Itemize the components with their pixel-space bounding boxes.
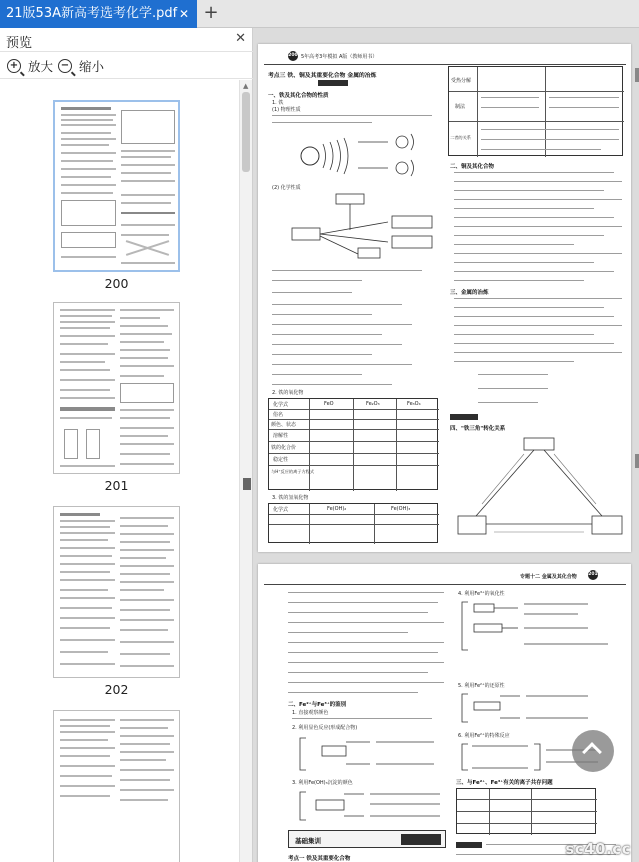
document-tab-title: 21版53A新高考选考化学.pdf <box>6 6 178 21</box>
chevron-up-icon <box>582 742 602 762</box>
zoom-out-label: 缩小 <box>79 59 105 74</box>
fe2-reducing-diagram <box>458 690 618 726</box>
sub-observe-color: 1. 直接观察颜色 <box>292 710 329 716</box>
table-header: 化学式 <box>273 507 289 513</box>
page-label-202: 202 <box>104 682 129 697</box>
sub-color-reaction: 2. 利用显色反应(形成配合物) <box>292 725 358 731</box>
table-header: 化学式 <box>273 402 289 408</box>
heading-iron-triangle: 四、"铁三角"转化关系 <box>450 426 506 432</box>
table-row-label: 颜色、状态 <box>271 422 297 428</box>
scroll-up-arrow-icon[interactable]: ▲ <box>243 82 249 90</box>
heading-copper: 二、铜及其化合物 <box>450 164 495 170</box>
close-tab-icon[interactable]: ✕ <box>178 7 189 21</box>
table-row-label: 受热分解 <box>451 78 472 84</box>
basic-training-label: 基础集训 <box>295 837 321 845</box>
sidebar-title: 预览 <box>6 36 33 51</box>
document-page-200 <box>258 44 631 552</box>
heading-ion-coexistence: 三、与Fe²⁺、Fe³⁺有关的离子共存问题 <box>456 780 553 786</box>
hydroxide-table-title: 3. 铁的氢氧化物 <box>272 495 309 501</box>
fe3-oxidizing-diagram <box>458 598 618 654</box>
page-number-badge: 201 <box>588 570 598 580</box>
ion-coexistence-table <box>456 788 596 834</box>
iron-reaction-diagram <box>288 192 438 264</box>
sub-chemical: (2) 化学性质 <box>272 185 301 191</box>
sub-fe3-oxidizing: 4. 利用Fe³⁺的氧化性 <box>458 591 505 597</box>
page-thumbnails <box>0 80 239 862</box>
table-header: Fe₃O₄ <box>407 401 421 407</box>
page-thumbnail-201[interactable] <box>53 302 180 474</box>
table-header: Fe₂O₃ <box>366 401 380 407</box>
sidebar-header <box>0 28 253 52</box>
page-thumbnail-203[interactable] <box>53 710 180 862</box>
table-row-label: 溶解性 <box>273 433 289 439</box>
section-title: 考点三 铁、铜及其重要化合物 金属的冶炼 <box>268 73 377 79</box>
electron-shell-diagram <box>278 128 428 178</box>
scroll-to-top-button[interactable] <box>572 730 614 772</box>
zoom-in-label: 放大 <box>28 59 54 74</box>
sub-hydroxide-color: 3. 利用Fe(OH)₃沉淀的颜色 <box>292 780 353 786</box>
zoom-out-button[interactable] <box>58 57 104 75</box>
page-thumbnail-202[interactable] <box>53 506 180 678</box>
scroll-marker <box>635 68 639 82</box>
sub-iron: 1. 铁 <box>272 100 284 106</box>
sidebar-scrollbar-thumb[interactable] <box>242 92 250 172</box>
table-row-label: 俗名 <box>273 412 284 418</box>
table-row-label: 制法 <box>455 104 466 110</box>
page-header: 专题十二 金属及其化合物 <box>520 574 577 580</box>
iron-hydroxide-table <box>268 503 438 543</box>
basic-training-heading: 考点一 铁及其重要化合物 <box>288 856 351 862</box>
table-header: Fe(OH)₃ <box>391 506 411 512</box>
table-header: FeO <box>324 401 334 407</box>
page-label-201: 201 <box>104 478 129 493</box>
naoh-reaction-diagram <box>294 788 444 824</box>
zoom-in-icon: + <box>7 59 21 73</box>
heading-iron-properties: 一、铁及其化合物的性质 <box>268 93 329 99</box>
sub-fe2-reducing: 5. 利用Fe²⁺的还原性 <box>458 683 505 689</box>
iron-oxide-table <box>268 398 438 490</box>
oxides-table-title: 2. 铁的氧化物 <box>272 390 304 396</box>
heading-fe-identification: 二、Fe²⁺与Fe³⁺的鉴别 <box>288 702 347 708</box>
table-row-label: 二者的关系 <box>450 135 471 140</box>
sub-physical: (1) 物理性质 <box>272 107 301 113</box>
table-row-label: 与H⁺反应的离子方程式 <box>271 469 315 474</box>
document-page-201 <box>258 564 631 862</box>
page-label-200: 200 <box>104 276 129 291</box>
table-row-label: 铁的化合价 <box>271 445 297 451</box>
iron-triangle-diagram <box>454 434 626 546</box>
zoom-out-icon: − <box>58 59 72 73</box>
zoom-in-button[interactable] <box>7 57 53 75</box>
scroll-marker <box>635 454 639 468</box>
new-tab-button[interactable]: + <box>203 2 219 23</box>
sidebar-close-icon[interactable]: ✕ <box>235 31 246 46</box>
copper-compound-table <box>448 66 623 156</box>
tab-bar <box>0 0 639 28</box>
document-tab[interactable] <box>0 0 197 28</box>
sub-fe2-special: 6. 利用Fe²⁺的特殊反应 <box>458 733 510 739</box>
table-row-label: 稳定性 <box>273 457 289 463</box>
heading-metallurgy: 三、金属的冶炼 <box>450 290 489 296</box>
table-header: Fe(OH)₂ <box>327 506 347 512</box>
basic-training-banner <box>288 830 446 848</box>
sidebar-toolbar <box>0 53 253 79</box>
preview-sidebar <box>0 28 253 862</box>
watermark: sc40.cc <box>565 840 631 858</box>
page-header: 5年高考3年模拟 A版（教师用书） <box>301 54 378 60</box>
scn-reaction-diagram <box>294 734 444 774</box>
sidebar-resize-handle[interactable] <box>243 478 251 490</box>
page-thumbnail-200[interactable] <box>53 100 180 272</box>
sidebar-scrollbar[interactable] <box>239 80 252 862</box>
page-number-badge: 200 <box>288 51 298 61</box>
